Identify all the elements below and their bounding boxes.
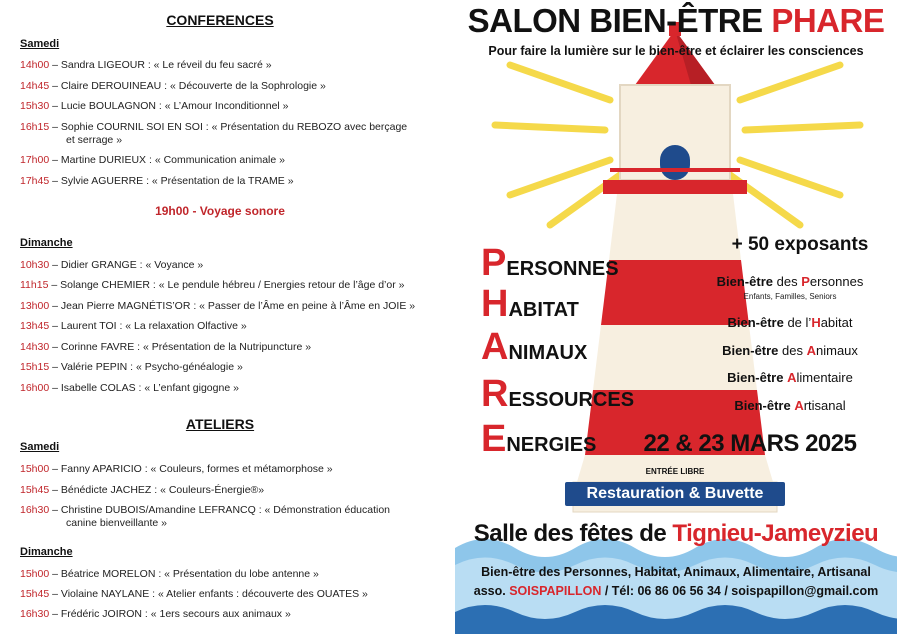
conferences-title: CONFERENCES [166, 12, 274, 28]
venue [455, 520, 897, 548]
acronym-letter: P [481, 242, 507, 284]
acronym-word: NERGIES [506, 434, 597, 456]
row-time: 16h30 [20, 504, 50, 516]
row-time: 14h45 [20, 80, 50, 92]
row-time: 15h45 [20, 588, 50, 600]
be-rest: nimaux [816, 343, 858, 358]
row-text: – Béatrice MORELON : « Présentation du lobe antenne » [49, 568, 319, 580]
row-text: – Valérie PEPIN : « Psycho-généalogie » [49, 361, 243, 373]
be-rest: ersonnes [809, 274, 864, 289]
ateliers-dimanche-label: Dimanche [20, 546, 73, 558]
footer-contact [455, 584, 897, 598]
row-time: 13h00 [20, 300, 50, 312]
schedule-row [20, 154, 425, 167]
schedule-row [20, 463, 425, 476]
be-word: Bien-être [727, 315, 784, 330]
row-text: – Jean Pierre MAGNÉTIS’OR : « Passer de l’Âme en peine à l’Âme en JOIE » [49, 300, 416, 312]
event-date: 22 & 23 MARS 2025 [643, 430, 857, 457]
venue-town: Tignieu-Jameyzieu [672, 520, 879, 547]
acronym-word: ERSONNES [506, 258, 619, 280]
schedule-row [20, 361, 425, 374]
acronym-line [481, 418, 596, 461]
schedule-row-continued [66, 517, 426, 530]
row-text: et serrage » [66, 134, 123, 146]
row-text: – Isabelle COLAS : « L’enfant gigogne » [49, 382, 239, 394]
row-time: 15h00 [20, 568, 50, 580]
row-time: 14h30 [20, 341, 50, 353]
row-text: – Solange CHEMIER : « Le pendule hébreu / Energies retour de l’âge d’or » [48, 279, 405, 291]
row-text: – Frédéric JOIRON : « 1ers secours aux animaux » [49, 608, 291, 620]
ateliers-samedi-label: Samedi [20, 441, 60, 453]
bienetre-animaux [690, 343, 890, 358]
acronym-letter: R [481, 373, 509, 415]
be-joiner: des [778, 343, 807, 358]
bienetre-personnes [690, 274, 890, 289]
row-text: – Claire DEROUINEAU : « Découverte de la Sophrologie » [49, 80, 326, 92]
bienetre-personnes-sub: Enfants, Familles, Seniors [743, 292, 837, 301]
acronym-line [481, 373, 634, 416]
schedule-row [20, 504, 425, 517]
row-time: 15h45 [20, 484, 50, 496]
footer-phone-email: / Tél: 06 86 06 56 34 / soispapillon@gmail.com [604, 584, 879, 598]
bienetre-artisanal [690, 398, 890, 413]
row-text: – Martine DURIEUX : « Communication animale » [49, 154, 285, 166]
be-joiner: des [773, 274, 802, 289]
row-time: 15h15 [20, 361, 50, 373]
acronym-line [481, 326, 587, 369]
be-joiner: de l’ [783, 315, 812, 330]
be-initial: A [806, 343, 816, 358]
schedule-row [20, 259, 425, 272]
row-time: 17h00 [20, 154, 50, 166]
be-word: Bien-être [734, 398, 791, 413]
restauration-banner: Restauration & Buvette [565, 482, 785, 506]
schedule-row [20, 100, 425, 113]
acronym-line [481, 283, 579, 326]
be-rest: rtisanal [803, 398, 846, 413]
row-text: – Christine DUBOIS/Amandine LEFRANCQ : « Démonstration éducation [49, 504, 391, 516]
poster-title [455, 2, 897, 40]
title-red: PHARE [771, 2, 885, 39]
row-time: 10h30 [20, 259, 50, 271]
footer-asso: asso. [473, 584, 506, 598]
title-black: SALON BIEN-ÊTRE [467, 2, 763, 39]
bienetre-habitat [690, 315, 890, 330]
acronym-word: ABITAT [508, 299, 579, 321]
be-word: Bien-être [722, 343, 779, 358]
schedule-row [20, 59, 425, 72]
be-initial: A [787, 370, 797, 385]
conferences-samedi-label: Samedi [20, 38, 60, 50]
be-initial: H [811, 315, 821, 330]
row-text: canine bienveillante » [66, 517, 167, 529]
row-text: – Sandra LIGEOUR : « Le réveil du feu sacré » [49, 59, 272, 71]
row-text: – Sophie COURNIL SOI EN SOI : « Présentation du REBOZO avec berçage [49, 121, 408, 133]
lighthouse-window [660, 145, 690, 180]
schedule-row [20, 484, 425, 497]
conferences-dimanche-label: Dimanche [20, 237, 73, 249]
row-time: 15h30 [20, 100, 50, 112]
be-rest: limentaire [796, 370, 853, 385]
schedule-row [20, 80, 425, 93]
exposants-count: + 50 exposants [731, 234, 869, 255]
schedule-row [20, 320, 425, 333]
acronym-letter: H [481, 283, 509, 325]
acronym-word: NIMAUX [508, 342, 588, 364]
row-time: 16h30 [20, 608, 50, 620]
acronym-letter: A [481, 326, 509, 368]
voyage-sonore: 19h00 - Voyage sonore [155, 204, 285, 218]
schedule-row [20, 300, 425, 313]
schedule-row-continued [66, 134, 426, 147]
schedule-row [20, 588, 425, 601]
footer-asso-name: SOISPAPILLON [509, 584, 602, 598]
row-text: – Laurent TOI : « La relaxation Olfactive » [49, 320, 247, 332]
row-text: – Didier GRANGE : « Voyance » [49, 259, 204, 271]
schedule-row [20, 341, 425, 354]
ateliers-title: ATELIERS [185, 416, 255, 432]
row-text: – Fanny APARICIO : « Couleurs, formes et métamorphose » [49, 463, 333, 475]
be-word: Bien-être [716, 274, 773, 289]
schedule-panel [0, 0, 440, 634]
row-time: 17h45 [20, 175, 50, 187]
row-text: – Violaine NAYLANE : « Atelier enfants : découverte des OUATES » [49, 588, 368, 600]
row-time: 16h00 [20, 382, 50, 394]
row-time: 16h15 [20, 121, 50, 133]
poster-panel [455, 0, 897, 634]
acronym-word: ESSOURCES [508, 389, 635, 411]
row-time: 13h45 [20, 320, 50, 332]
be-initial: P [801, 274, 810, 289]
schedule-row [20, 382, 425, 395]
row-text: – Bénédicte JACHEZ : « Couleurs-Énergie®» [49, 484, 265, 496]
bienetre-alimentaire [690, 370, 890, 385]
venue-label: Salle des fêtes de [473, 520, 667, 547]
schedule-row [20, 175, 425, 188]
entree-libre: ENTRÉE LIBRE [645, 467, 705, 476]
row-text: – Lucie BOULAGNON : « L’Amour Inconditionnel » [49, 100, 289, 112]
row-time: 11h15 [20, 279, 49, 291]
be-word: Bien-être [727, 370, 784, 385]
be-rest: abitat [820, 315, 853, 330]
row-time: 15h00 [20, 463, 50, 475]
row-text: – Sylvie AGUERRE : « Présentation de la TRAME » [49, 175, 294, 187]
acronym-letter: E [481, 418, 507, 460]
acronym-line [481, 242, 619, 285]
schedule-row [20, 568, 425, 581]
poster-subtitle: Pour faire la lumière sur le bien-être et éclairer les consciences [488, 44, 864, 58]
footer-themes: Bien-être des Personnes, Habitat, Animaux, Alimentaire, Artisanal [481, 565, 871, 579]
be-initial: A [794, 398, 804, 413]
schedule-row [20, 121, 425, 134]
schedule-row [20, 608, 425, 621]
row-time: 14h00 [20, 59, 50, 71]
schedule-row [20, 279, 425, 292]
row-text: – Corinne FAVRE : « Présentation de la Nutripuncture » [49, 341, 312, 353]
